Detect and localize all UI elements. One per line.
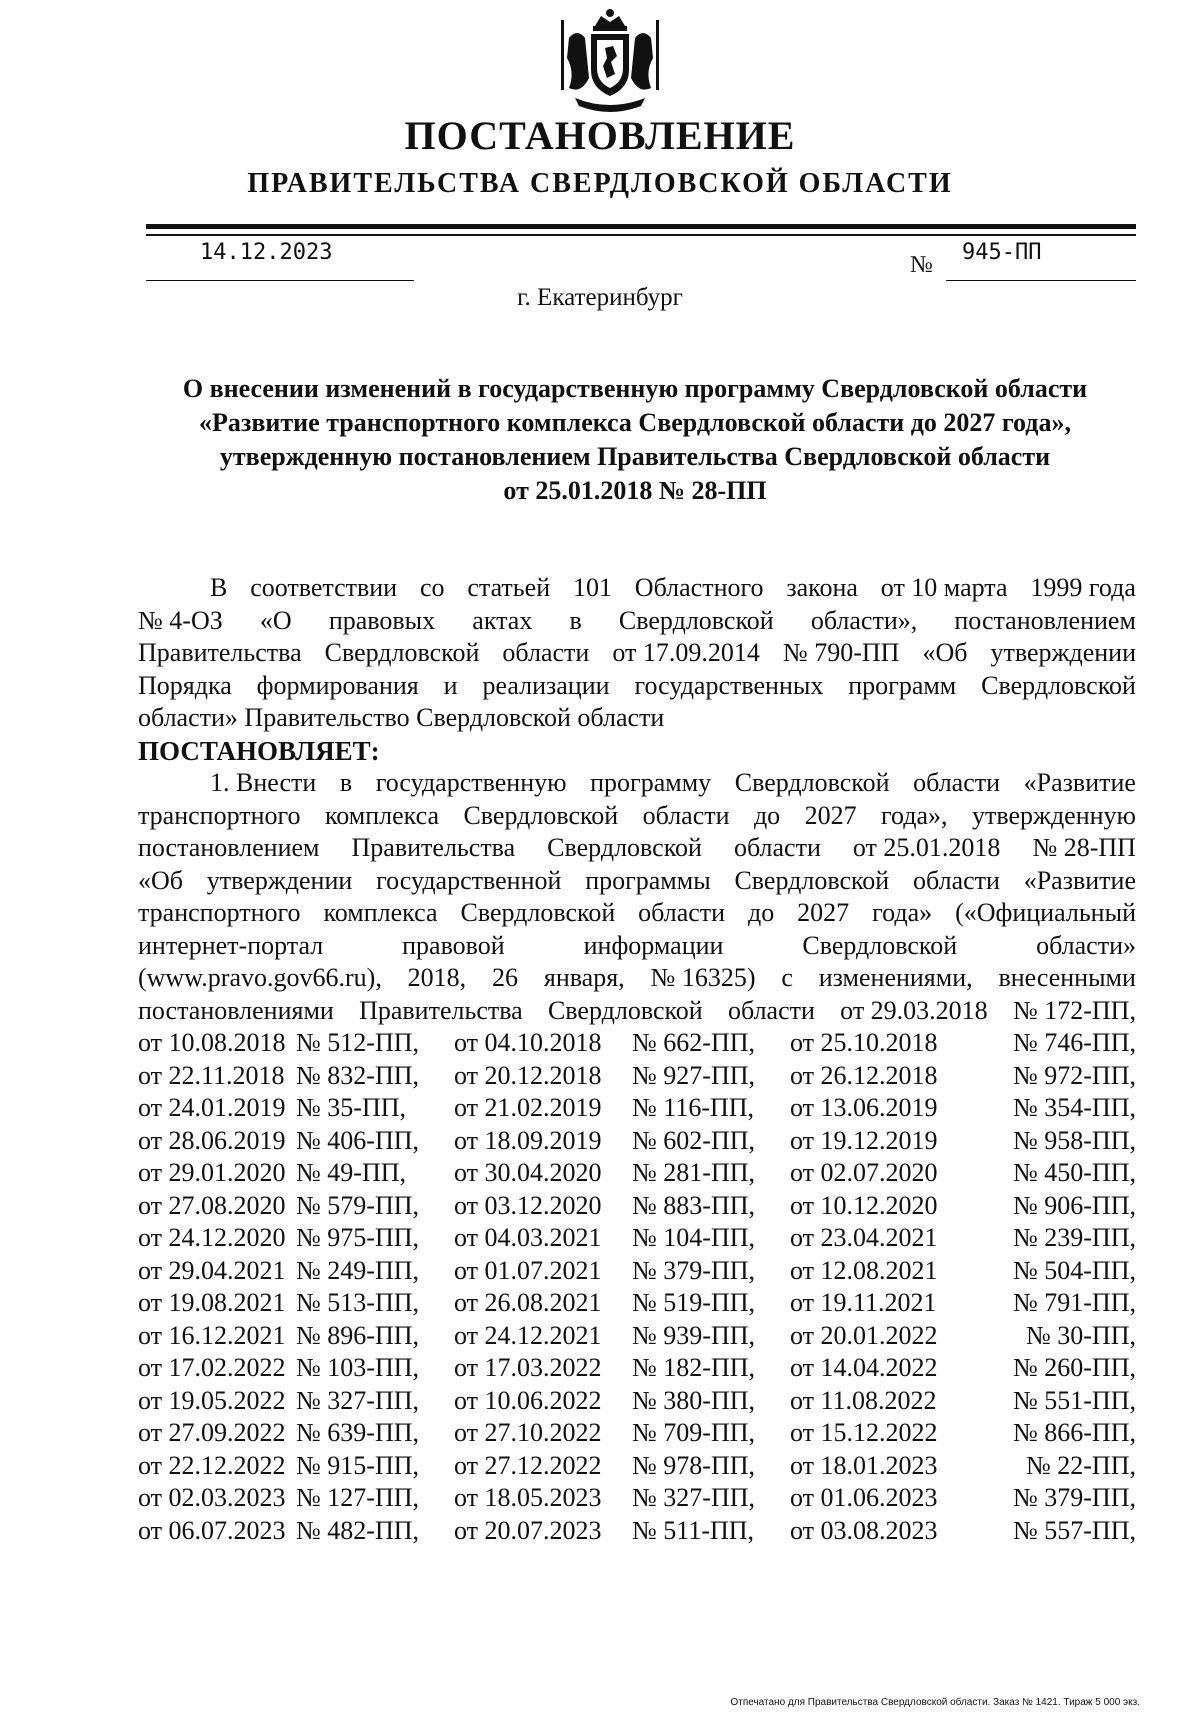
amendment-date: от 29.01.2020	[138, 1158, 286, 1187]
word: соответствии	[250, 573, 398, 602]
amendment-number: № 512-ПП,	[296, 1028, 420, 1057]
amendment-date: от 12.08.2021	[790, 1255, 938, 1285]
word: Свердловской	[324, 638, 480, 667]
word: до	[753, 800, 781, 830]
amendment-date: от 16.12.2021	[138, 1320, 286, 1350]
word: 1999 года	[1030, 573, 1136, 602]
word: области	[502, 638, 590, 667]
amendment-number: № 883-ПП,	[632, 1190, 756, 1220]
word: утверждении	[206, 865, 353, 895]
amendment-number: № 379-ПП,	[1012, 1483, 1136, 1512]
amendment-number: № 260-ПП,	[1012, 1353, 1136, 1382]
amendment-date: от 06.07.2023	[138, 1515, 286, 1545]
heading-line: О внесении изменений в государственную программу Свердловской области	[182, 374, 1088, 403]
amendment-row	[138, 1482, 1136, 1515]
amendment-date: от 22.12.2022	[138, 1450, 286, 1480]
word: области»,	[810, 605, 918, 635]
amendment-date: от 20.01.2022	[790, 1320, 938, 1350]
amendment-date: от 13.06.2019	[790, 1093, 938, 1122]
word: «Об	[138, 865, 184, 895]
word: № 4-ОЗ	[138, 605, 223, 635]
word: Свердловской	[981, 670, 1136, 700]
document-title: ПОСТАНОВЛЕНИЕ	[404, 113, 796, 158]
word: («Официальный	[955, 898, 1136, 927]
word: 101	[572, 573, 612, 602]
word: правовой	[402, 930, 505, 960]
amendment-date: от 24.12.2021	[454, 1320, 602, 1350]
document-city: г. Екатеринбург	[517, 284, 683, 311]
word: Областного	[634, 573, 764, 602]
amendment-date: от 24.12.2020	[138, 1223, 286, 1252]
amendment-date: от 24.01.2019	[138, 1093, 286, 1122]
amendment-number: № 327-ПП,	[632, 1483, 756, 1512]
number-sign: №	[910, 252, 933, 278]
amendment-date: от 15.12.2022	[790, 1418, 938, 1447]
amendment-number: № 709-ПП,	[632, 1418, 756, 1447]
word: 26	[492, 963, 519, 992]
decree-word: ПОСТАНОВЛЯЕТ:	[138, 735, 380, 766]
amendment-number: № 906-ПП,	[1012, 1190, 1136, 1220]
amendment-row	[138, 1027, 1136, 1060]
amendment-number: № 450-ПП,	[1012, 1158, 1136, 1187]
word: Правительства	[351, 833, 516, 862]
word: 2018,	[407, 963, 467, 992]
word: области	[638, 898, 726, 927]
amendment-row	[138, 1515, 1136, 1548]
text-line	[138, 897, 1136, 930]
amendment-date: от 23.04.2021	[790, 1223, 938, 1252]
amendment-date: от 18.09.2019	[454, 1125, 602, 1155]
word: № 172-ПП,	[1012, 995, 1136, 1025]
amendment-number: № 49-ПП,	[296, 1158, 407, 1187]
amendment-number: № 482-ПП,	[296, 1515, 420, 1545]
print-footer: Отпечатано для Правительства Свердловской области. Заказ № 1421. Тираж 5 000 экз.	[730, 1697, 1140, 1708]
amendment-date: от 19.05.2022	[138, 1385, 286, 1415]
amendment-date: от 27.09.2022	[138, 1418, 286, 1447]
text-line	[138, 572, 1136, 605]
text-line	[138, 832, 1136, 865]
word: области	[913, 865, 1000, 895]
word: от 17.09.2014	[612, 638, 760, 667]
word: постановлением	[138, 833, 320, 862]
amendment-row	[138, 1352, 1136, 1385]
amendment-number: № 791-ПП,	[1012, 1288, 1136, 1317]
text-line	[138, 800, 1136, 833]
amendment-number: № 975-ПП,	[296, 1223, 420, 1252]
amendment-number: № 602-ПП,	[632, 1125, 756, 1155]
amendment-date: от 20.12.2018	[454, 1060, 602, 1090]
amendment-date: от 27.08.2020	[138, 1190, 286, 1220]
amendment-date: от 14.04.2022	[790, 1353, 938, 1382]
word: постановлением	[954, 605, 1136, 635]
text-line	[138, 637, 1136, 670]
word: области	[733, 833, 821, 862]
word: «О	[259, 605, 292, 635]
amendment-number: № 249-ПП,	[296, 1255, 420, 1285]
amendment-number: № 22-ПП,	[1025, 1450, 1136, 1480]
amendment-number: № 406-ПП,	[296, 1125, 420, 1155]
word: со	[419, 573, 445, 602]
item-1	[138, 767, 1136, 1027]
word: постановлениями	[138, 995, 334, 1025]
amendment-date: от 18.01.2023	[790, 1450, 938, 1480]
word: и	[443, 670, 458, 700]
amendment-number: № 866-ПП,	[1012, 1418, 1136, 1447]
word: программу	[590, 768, 712, 797]
word: информации	[583, 930, 724, 960]
word: «Об	[922, 638, 968, 667]
text-line	[138, 930, 1136, 963]
word: утверждении	[990, 638, 1136, 667]
word: правовых	[328, 605, 436, 635]
amendment-row	[138, 1222, 1136, 1255]
amendment-date: от 03.08.2023	[790, 1515, 938, 1545]
text-line	[138, 995, 1136, 1028]
word: утвержденную	[971, 800, 1136, 830]
amendment-row	[138, 1092, 1136, 1125]
amendment-date: от 28.06.2019	[138, 1125, 286, 1155]
amendment-date: от 19.11.2021	[790, 1288, 937, 1317]
amendment-date: от 10.06.2022	[454, 1385, 602, 1415]
amendment-date: от 26.08.2021	[454, 1288, 602, 1317]
amendment-number: № 662-ПП,	[632, 1028, 756, 1057]
amendment-number: № 103-ПП,	[296, 1353, 420, 1382]
word: от 29.03.2018	[840, 995, 988, 1025]
amendment-row	[138, 1385, 1136, 1418]
word: 2027	[797, 898, 850, 927]
amendment-date: от 02.03.2023	[138, 1483, 286, 1512]
amendment-row	[138, 1157, 1136, 1190]
amendment-number: № 511-ПП,	[632, 1515, 755, 1545]
amendment-number: № 239-ПП,	[1012, 1223, 1136, 1252]
header-divider-thin	[146, 234, 1136, 236]
amendment-date: от 29.04.2021	[138, 1255, 286, 1285]
document-heading	[130, 372, 1140, 508]
amendment-number: № 104-ПП,	[632, 1223, 756, 1252]
word: Порядка	[138, 670, 232, 700]
word: в	[569, 605, 582, 635]
header-divider-thick	[146, 224, 1136, 229]
amendment-number: № 746-ПП,	[1012, 1028, 1136, 1057]
amendment-row	[138, 1450, 1136, 1483]
word: закона	[786, 573, 858, 602]
amendment-number: № 127-ПП,	[296, 1483, 420, 1512]
amendments-list	[138, 1027, 1136, 1547]
amendment-number: № 504-ПП,	[1012, 1255, 1136, 1285]
word: «Развитие	[1023, 768, 1136, 797]
amendment-date: от 03.12.2020	[454, 1190, 602, 1220]
word: Свердловской	[547, 995, 703, 1025]
word: № 790-ПП	[782, 638, 900, 667]
word: 1. Внести	[210, 768, 317, 797]
amendment-number: № 519-ПП,	[632, 1288, 756, 1317]
amendment-date: от 27.12.2022	[454, 1450, 602, 1480]
word: Свердловской	[618, 605, 774, 635]
word: области	[642, 800, 730, 830]
word: области»	[1036, 930, 1136, 960]
preamble-last-line: области» Правительство Свердловской области	[138, 703, 665, 732]
text-line	[138, 767, 1136, 800]
amendment-date: от 19.08.2021	[138, 1288, 286, 1317]
amendment-date: от 10.12.2020	[790, 1190, 938, 1220]
word: актах	[472, 605, 533, 635]
word: государственной	[376, 865, 562, 895]
amendment-row	[138, 1190, 1136, 1223]
document-number: 945-ПП	[962, 240, 1042, 265]
number-underline	[946, 280, 1136, 281]
word: января,	[543, 963, 625, 992]
word: № 28-ПП	[1032, 833, 1136, 862]
coat-of-arms-icon	[555, 8, 665, 118]
amendment-row	[138, 1125, 1136, 1158]
amendment-number: № 972-ПП,	[1012, 1060, 1136, 1090]
amendment-date: от 01.06.2023	[790, 1483, 938, 1512]
text-line	[138, 865, 1136, 898]
heading-line: «Развитие транспортного комплекса Свердловской области до 2027 года»,	[199, 408, 1071, 437]
word: от 25.01.2018	[852, 833, 1001, 862]
amendment-date: от 18.05.2023	[454, 1483, 602, 1512]
word: статьей	[467, 573, 551, 602]
word: Свердловской	[734, 768, 890, 797]
amendment-date: от 02.07.2020	[790, 1158, 938, 1187]
text-line	[138, 605, 1136, 638]
word: В	[210, 573, 228, 602]
amendment-date: от 17.02.2022	[138, 1353, 286, 1382]
amendment-date: от 01.07.2021	[454, 1255, 602, 1285]
amendment-number: № 639-ПП,	[296, 1418, 420, 1447]
amendment-row	[138, 1417, 1136, 1450]
amendment-date: от 04.10.2018	[454, 1028, 602, 1057]
amendment-number: № 927-ПП,	[632, 1060, 756, 1090]
document-date: 14.12.2023	[200, 240, 333, 265]
word: до	[748, 898, 775, 927]
amendment-date: от 17.03.2022	[454, 1353, 602, 1382]
word: внесенными	[998, 963, 1136, 992]
amendment-number: № 958-ПП,	[1012, 1125, 1136, 1155]
word: транспортного	[138, 898, 301, 927]
word: года»	[872, 898, 933, 927]
word: государственных	[634, 670, 824, 700]
amendment-number: № 380-ПП,	[632, 1385, 756, 1415]
word: № 16325)	[650, 963, 756, 992]
amendment-number: № 978-ПП,	[632, 1450, 756, 1480]
word: комплекса	[323, 898, 438, 927]
amendment-date: от 21.02.2019	[454, 1093, 602, 1122]
amendment-date: от 30.04.2020	[454, 1158, 602, 1187]
heading-line: от 25.01.2018 № 28-ПП	[503, 476, 767, 505]
word: формирования	[256, 670, 419, 700]
word: с	[781, 963, 793, 992]
word: Свердловской	[463, 800, 619, 830]
amendment-date: от 27.10.2022	[454, 1418, 602, 1447]
amendment-date: от 19.12.2019	[790, 1125, 938, 1155]
word: области	[727, 995, 815, 1025]
word: Свердловской	[734, 865, 890, 895]
word: от 10 марта	[880, 573, 1008, 602]
word: 2027	[804, 800, 857, 830]
document-body	[138, 572, 1136, 1547]
amendment-number: № 513-ПП,	[296, 1288, 420, 1317]
amendment-date: от 25.10.2018	[790, 1028, 938, 1057]
amendment-number: № 116-ПП,	[632, 1093, 755, 1122]
word: «Развитие	[1023, 865, 1136, 895]
word: государственную	[375, 768, 567, 797]
word: Свердловской	[547, 833, 702, 862]
amendment-number: № 35-ПП,	[296, 1093, 407, 1122]
document-subtitle: ПРАВИТЕЛЬСТВА СВЕРДЛОВСКОЙ ОБЛАСТИ	[247, 168, 953, 199]
amendment-date: от 04.03.2021	[454, 1223, 602, 1252]
word: Правительства	[359, 995, 523, 1025]
amendment-date: от 11.08.2022	[790, 1385, 937, 1415]
amendment-number: № 354-ПП,	[1012, 1093, 1136, 1122]
amendment-date: от 20.07.2023	[454, 1515, 602, 1545]
amendment-number: № 939-ПП,	[632, 1320, 756, 1350]
heading-line: утвержденную постановлением Правительства Свердловской области	[219, 442, 1051, 471]
amendment-number: № 579-ПП,	[296, 1190, 420, 1220]
word: транспортного	[138, 800, 301, 830]
word: области	[913, 768, 1001, 797]
amendment-number: № 896-ПП,	[296, 1320, 420, 1350]
amendment-date: от 10.08.2018	[138, 1028, 286, 1057]
word: Свердловской	[460, 898, 616, 927]
amendment-number: № 557-ПП,	[1012, 1515, 1136, 1545]
amendment-number: № 832-ПП,	[296, 1060, 420, 1090]
amendment-row	[138, 1287, 1136, 1320]
word: года»,	[881, 800, 948, 830]
amendment-number: № 379-ПП,	[632, 1255, 756, 1285]
word: (www.pravo.gov66.ru),	[138, 963, 382, 992]
text-line	[138, 962, 1136, 995]
amendment-date: от 26.12.2018	[790, 1060, 938, 1090]
amendment-number: № 30-ПП,	[1025, 1320, 1136, 1350]
text-line	[138, 670, 1136, 703]
date-underline	[146, 280, 414, 281]
amendment-row	[138, 1320, 1136, 1353]
word: комплекса	[324, 800, 440, 830]
amendment-number: № 915-ПП,	[296, 1450, 420, 1480]
word: изменениями,	[818, 963, 973, 992]
amendment-number: № 551-ПП,	[1012, 1385, 1136, 1415]
amendment-row	[138, 1060, 1136, 1093]
word: реализации	[482, 670, 610, 700]
amendment-date: от 22.11.2018	[138, 1060, 285, 1090]
word: Свердловской	[802, 930, 958, 960]
preamble	[138, 572, 1136, 702]
word: в	[339, 768, 353, 797]
word: программы	[585, 865, 711, 895]
amendment-row	[138, 1255, 1136, 1288]
amendment-number: № 281-ПП,	[632, 1158, 756, 1187]
word: Правительства	[138, 638, 302, 667]
word: интернет-портал	[138, 930, 324, 960]
amendment-number: № 327-ПП,	[296, 1385, 420, 1415]
amendment-number: № 182-ПП,	[632, 1353, 756, 1382]
word: программ	[848, 670, 957, 700]
